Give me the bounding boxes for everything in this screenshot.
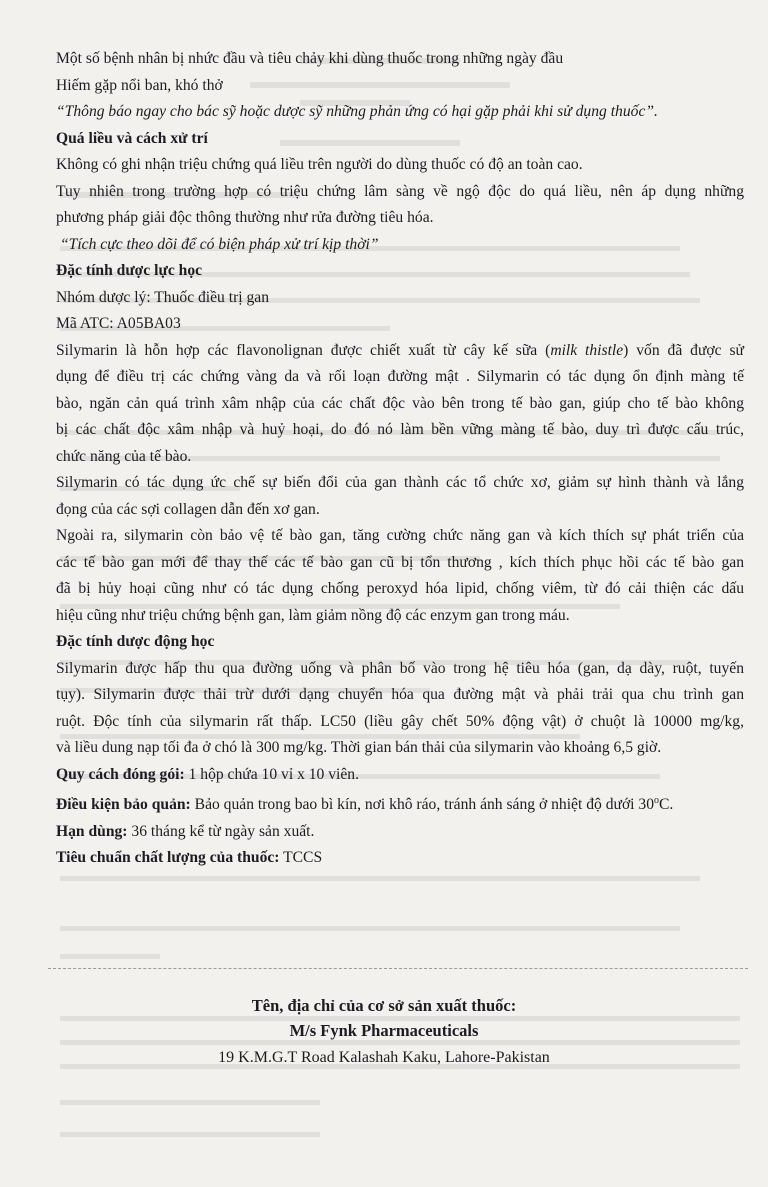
text-run: ) vốn đã được sử <box>623 341 744 359</box>
quality-standard-label: Tiêu chuẩn chất lượng của thuốc: <box>56 849 280 867</box>
storage-value: Bảo quản trong bao bì kín, nơi khô ráo, tránh ánh sáng ở nhiệt độ dưới 30 <box>190 796 655 814</box>
paragraph-line: phương pháp giải độc thông thường như rửa đường tiêu hóa. <box>56 209 434 226</box>
packaging-value: 1 hộp chứa 10 vỉ x 10 viên. <box>184 765 359 783</box>
paragraph-line: Silymarin có tác dụng ức chế sự biến đổi của gan thành các tổ chức xơ, giảm sự hình thành và lắng <box>56 474 744 491</box>
overdose-notice: “Tích cực theo dõi để có biện pháp xử trí kịp thời” <box>60 235 379 253</box>
packaging-info <box>56 762 744 789</box>
shelf-life-info <box>56 819 744 846</box>
manufacturer-name: M/s Fynk Pharmaceuticals <box>289 1021 479 1040</box>
paragraph-line: đọng của các sợi collagen dẫn đến xơ gan. <box>56 500 320 518</box>
manufacturer-title: Tên, địa chỉ của cơ sở sản xuất thuốc: <box>251 996 517 1015</box>
paragraph-line: đã bị hủy hoại cũng như có tác dụng chống peroxyd hóa lipid, chống viêm, từ đó cải thiện các dấu <box>56 580 744 597</box>
storage-unit: C. <box>659 796 674 814</box>
paragraph-line: ruột. Độc tính của silymarin rất thấp. LC50 (liều gây chết 50% động vật) ở chuột là 10000 mg/kg, <box>56 712 744 730</box>
paragraph-line: hiệu cũng như triệu chứng bệnh gan, làm giảm nồng độ các enzym gan trong máu. <box>56 606 570 624</box>
paragraph-line: dụng để điều trị các chứng vàng da và rối loạn đường mật . Silymarin có tác dụng ổn định màng tế <box>56 368 744 385</box>
adverse-effect-line: Hiếm gặp nổi ban, khó thở <box>56 76 223 94</box>
section-heading-pharmacodynamics: Đặc tính dược lực học <box>56 262 203 279</box>
paragraph-line: và liều dung nạp tối đa ở chó là 300 mg/kg. Thời gian bán thải của silymarin vào khoảng 6,5 giờ. <box>56 739 662 756</box>
paragraph-line: Silymarin được hấp thu qua đường uống và phân bố vào trong hệ tiêu hóa (gan, dạ dày, ruột, tuyến <box>56 659 744 677</box>
paragraph-line: Ngoài ra, silymarin còn bảo vệ tế bào gan, tăng cường chức năng gan và kích thích sự phát triển của <box>56 527 744 544</box>
paragraph-line: bào, ngăn cản quá trình xâm nhập của các chất độc vào bên trong tế bào gan, giúp cho tế bào không <box>56 394 744 412</box>
manufacturer-address: 19 K.M.G.T Road Kalashah Kaku, Lahore-Pakistan <box>218 1049 550 1066</box>
paragraph-line: các tế bào gan mới để thay thế các tế bào gan cũ bị tổn thương , kích thích phục hồi các tế bào gan <box>56 553 744 571</box>
paragraph-line: Không có ghi nhận triệu chứng quá liều trên người do dùng thuốc có độ an toàn cao. <box>56 156 583 173</box>
paragraph-line: chức năng của tế bào. <box>56 447 192 465</box>
quality-standard-value: TCCS <box>279 849 323 867</box>
paragraph-line <box>56 338 744 365</box>
drug-group: Nhóm dược lý: Thuốc điều trị gan <box>56 288 270 306</box>
storage-label: Điều kiện bảo quản: <box>56 796 191 814</box>
shelf-life-label: Hạn dùng: <box>56 822 128 840</box>
latin-name: milk thistle <box>550 341 624 359</box>
paragraph-line: bị các chất độc xâm nhập và huỷ hoại, do đó nó làm bền vững màng tế bào, duy trì được cấu trúc, <box>56 421 744 438</box>
degree-superscript: o <box>654 795 660 806</box>
adverse-report-notice: “Thông báo ngay cho bác sỹ hoặc dược sỹ những phản ứng có hại gặp phải khi sử dụng thuốc”. <box>56 103 658 120</box>
adverse-effect-line: Một số bệnh nhân bị nhức đầu và tiêu chảy khi dùng thuốc trong những ngày đầu <box>56 50 564 67</box>
section-heading-overdose: Quá liều và cách xử trí <box>56 129 208 147</box>
paragraph-line: tụy). Silymarin được thải trừ dưới dạng chuyển hóa qua đường mật và phải trải qua chu trình gan <box>56 686 744 703</box>
storage-info <box>56 788 744 819</box>
leaflet-body <box>56 46 744 872</box>
text-run: Silymarin là hỗn hợp các flavonolignan được chiết xuất từ cây kế sữa ( <box>56 341 551 359</box>
quality-standard-info <box>56 845 744 872</box>
paragraph-line: Tuy nhiên trong trường hợp có triệu chứng lâm sàng về ngộ độc do quá liều, nên áp dụng những <box>56 182 744 200</box>
section-heading-pharmacokinetics: Đặc tính dược động học <box>56 633 215 650</box>
packaging-label: Quy cách đóng gói: <box>56 765 185 783</box>
shelf-life-value: 36 tháng kể từ ngày sản xuất. <box>127 822 315 840</box>
atc-code: Mã ATC: A05BA03 <box>56 315 181 332</box>
section-divider <box>48 968 748 969</box>
